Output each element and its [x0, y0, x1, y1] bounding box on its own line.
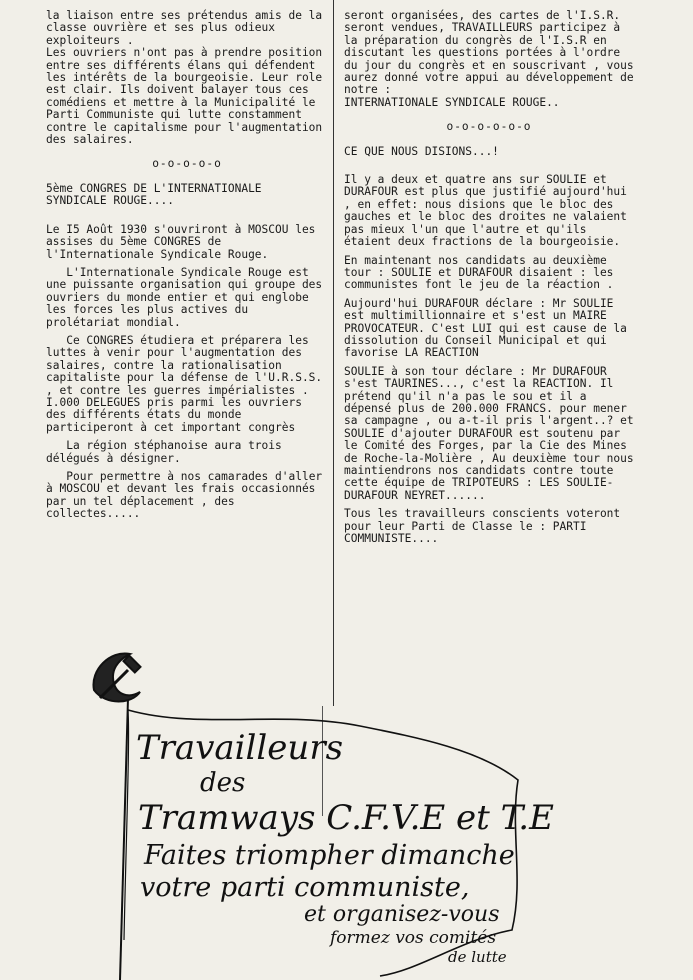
- right-paragraph: Tous les travailleurs conscients voteront pour leur Parti de Classe le : PARTI COMMUNISTE....: [344, 507, 627, 546]
- banner-line: votre parti communiste,: [140, 872, 470, 903]
- left-intro-text: la liaison entre ses prétendus amis de la classe ouvrière et ses plus odieux exploiteurs . Les ouvriers n'ont pas à prendre position entre ses différents élans qui défendent les intérêts de la bourgeoisie. Leur role est clair. Ils doivent balayer tous ces comédiens et mettre à la Municipalité le Parti Communiste qui lutte constamment contre le capitalisme pour l'augmentation des salaires.: [46, 9, 323, 147]
- hand-drawn-banner: [80, 640, 554, 980]
- right-paragraph: Il y a deux et quatre ans sur SOULIE et DURAFOUR est plus que justifié aujourd'hui , en effet: nous disions que le bloc des gauches et le bloc des droites ne valaient pas mieux l'un que l'autre et qu'ils étaient deux fractions de la bourgeoisie.: [344, 173, 634, 249]
- banner-line: des: [200, 768, 246, 798]
- right-paragraph: Aujourd'hui DURAFOUR déclare : Mr SOULIE est multimillionnaire et s'est un MAIRE PROVOCATEUR. C'est LUI qui est cause de la dissolution du Conseil Municipal et qui favorise LA REACTION: [344, 296, 634, 360]
- right-separator: o-o-o-o-o-o: [446, 120, 532, 134]
- right-paragraph: SOULIE à son tour déclare : Mr DURAFOUR s'est TAURINES..., c'est la REACTION. Il prétend qu'il n'a pas le sou et il a dépensé plus de 200.000 FRANCS. pour mener sa campagne , ou a-t-il pris l'argent..? et SOULIE d'ajouter DURAFOUR est soutenu par le Comité des Forges, par la Cie des Mines de Roche-la-Molière , Au deuxième tour nous maintiendrons nos candidats contre toute cette équipe de TRIPOTEURS : LES SOULIE-DURAFOUR NEYRET......: [344, 364, 641, 502]
- congress-heading: 5ème CONGRES DE L'INTERNATIONALE SYNDICALE ROUGE....: [46, 181, 269, 208]
- left-separator: o-o-o-o-o: [152, 157, 222, 171]
- right-column: [344, 9, 641, 551]
- left-paragraph: L'Internationale Syndicale Rouge est une puissante organisation qui groupe des ouvriers du monde entier et qui englobe les forces les plus actives du prolétariat mondial.: [46, 265, 329, 329]
- banner-line: de lutte: [448, 948, 507, 966]
- banner-line: formez vos comités: [330, 928, 497, 948]
- banner-line: Tramways C.F.V.E et T.E: [138, 798, 554, 838]
- right-paragraph: En maintenant nos candidats au deuxième tour : SOULIE et DURAFOUR disaient : les communistes font le jeu de la réaction .: [344, 253, 621, 292]
- banner-line: Faites triompher dimanche: [144, 840, 515, 871]
- left-paragraph: Pour permettre à nos camarades d'aller à MOSCOU et devant les frais occasionnés par un tel déplacement , des collectes.....: [46, 470, 329, 521]
- left-paragraph: Ce CONGRES étudiera et préparera les luttes à venir pour l'augmentation des salaires, contre la rationalisation capitaliste pour la défense de l'U.R.S.S. , et contre les guerres impérialistes . I.000 DELEGUES pris parmi les ouvriers des différents états du monde participeront à cet important congrès: [46, 333, 329, 434]
- right-intro-text: seront organisées, des cartes de l'I.S.R. seront vendues, TRAVAILLEURS participez à la préparation du congrès de l'I.S.R en discutant les questions portées à l'ordre du jour du congrès et en souscrivant , vous aurez donné votre appui au développement de notre : INTERNATIONALE SYNDICALE ROUGE..: [344, 9, 634, 109]
- left-paragraph: Le I5 Août 1930 s'ouvriront à MOSCOU les assises du 5ème CONGRES de l'Internationale Syndicale Rouge.: [46, 222, 323, 261]
- banner-line: Travailleurs: [136, 728, 344, 768]
- left-column: [46, 10, 328, 527]
- left-paragraph: La région stéphanoise aura trois délégués à désigner.: [46, 439, 289, 465]
- banner-line: et organisez-vous: [304, 902, 500, 927]
- disions-heading: CE QUE NOUS DISIONS...!: [344, 144, 499, 158]
- column-divider: [333, 0, 334, 706]
- hammer-and-sickle-icon: [93, 653, 140, 701]
